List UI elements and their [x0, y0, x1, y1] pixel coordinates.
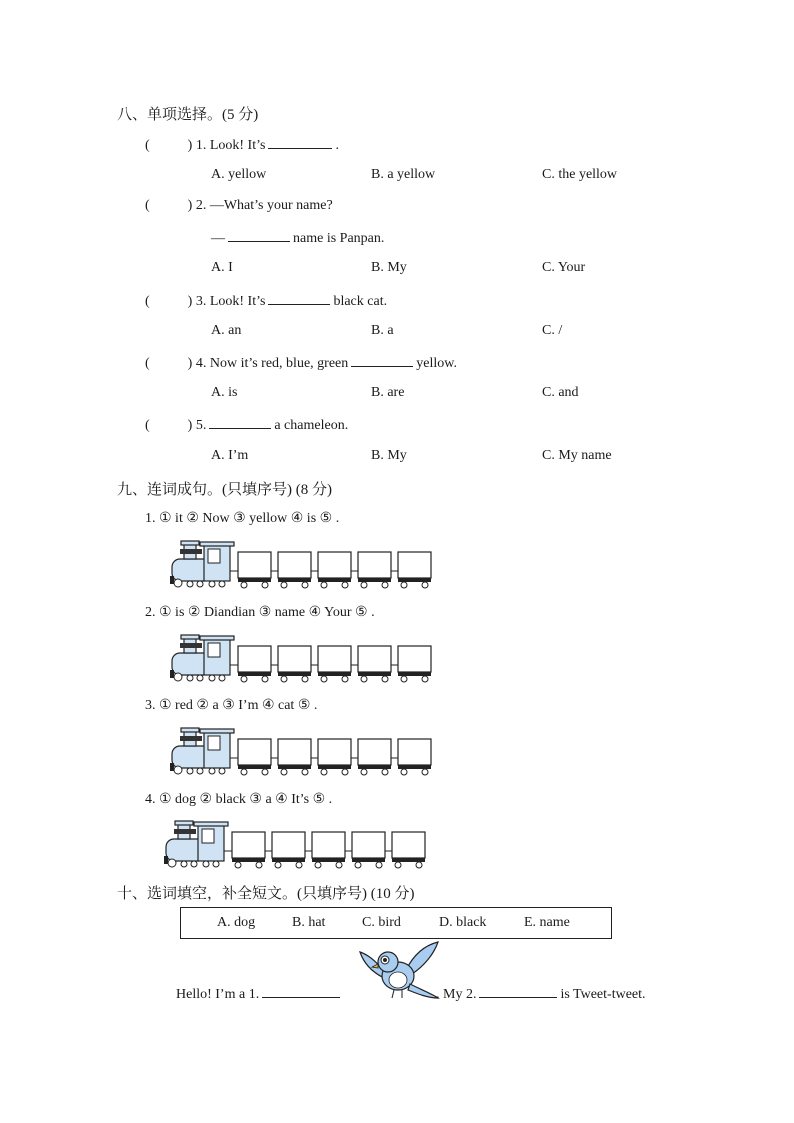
- option-1c[interactable]: C. the yellow: [542, 167, 618, 182]
- word-option-e: E. name: [524, 915, 570, 930]
- passage-part-1: Hello! I’m a 1.: [176, 985, 343, 1003]
- passage-part-2: . My 2. is Tweet-tweet.: [436, 987, 646, 1002]
- bird-icon: [358, 940, 442, 1007]
- question-5: ( ) 5. a chameleon.: [145, 418, 349, 433]
- option-4b[interactable]: B. are: [371, 385, 405, 400]
- train-cars: [230, 646, 431, 682]
- question-3: ( ) 3. Look! It’s black cat.: [145, 294, 388, 309]
- train-cars: [224, 832, 425, 868]
- train-answer-4: [162, 819, 428, 871]
- option-2b[interactable]: B. My: [371, 260, 407, 275]
- train-cars: [230, 552, 431, 588]
- option-4c[interactable]: C. and: [542, 385, 579, 400]
- reorder-item-3: 3. ① red ② a ③ I’m ④ cat ⑤ .: [145, 698, 318, 713]
- word-option-b: B. hat: [292, 915, 326, 930]
- train-locomotive-icon: [170, 541, 234, 587]
- option-4a[interactable]: A. is: [211, 385, 238, 400]
- question-2-line2: — name is Panpan.: [211, 231, 385, 246]
- train-answer-2: [168, 633, 434, 685]
- option-5b[interactable]: B. My: [371, 448, 407, 463]
- passage-blank-1[interactable]: [262, 985, 340, 998]
- section9-heading: 九、连词成句。(只填序号) (8 分): [117, 482, 332, 498]
- question-2: ( ) 2. —What’s your name?: [145, 198, 333, 213]
- option-5c[interactable]: C. My name: [542, 448, 612, 463]
- question-1: ( ) 1. Look! It’s .: [145, 138, 339, 153]
- option-1b[interactable]: B. a yellow: [371, 167, 436, 182]
- answer-blank[interactable]: [209, 416, 271, 429]
- option-3a[interactable]: A. an: [211, 323, 242, 338]
- option-1a[interactable]: A. yellow: [211, 167, 267, 182]
- word-option-a: A. dog: [217, 915, 256, 930]
- option-5a[interactable]: A. I’m: [211, 448, 249, 463]
- train-locomotive-icon: [164, 821, 228, 867]
- word-bank: [180, 907, 612, 939]
- train-cars: [230, 739, 431, 775]
- reorder-item-1: 1. ① it ② Now ③ yellow ④ is ⑤ .: [145, 511, 340, 526]
- answer-blank[interactable]: [351, 354, 413, 367]
- answer-blank[interactable]: [228, 229, 290, 242]
- reorder-item-2: 2. ① is ② Diandian ③ name ④ Your ⑤ .: [145, 605, 375, 620]
- reorder-item-4: 4. ① dog ② black ③ a ④ It’s ⑤ .: [145, 792, 333, 807]
- train-locomotive-icon: [170, 728, 234, 774]
- passage-blank-2[interactable]: [479, 985, 557, 998]
- question-4: ( ) 4. Now it’s red, blue, green yellow.: [145, 356, 457, 371]
- option-3c[interactable]: C. /: [542, 323, 563, 338]
- train-locomotive-icon: [170, 635, 234, 681]
- section8-heading: 八、单项选择。(5 分): [117, 107, 259, 123]
- word-option-c: C. bird: [362, 915, 401, 930]
- option-2a[interactable]: A. I: [211, 260, 233, 275]
- answer-blank[interactable]: [268, 136, 332, 149]
- train-answer-3: [168, 726, 434, 778]
- option-3b[interactable]: B. a: [371, 323, 394, 338]
- word-option-d: D. black: [439, 915, 487, 930]
- answer-blank[interactable]: [268, 292, 330, 305]
- train-answer-1: [168, 539, 434, 591]
- section10-heading: 十、选词填空，补全短文。(只填序号) (10 分): [117, 886, 415, 902]
- option-2c[interactable]: C. Your: [542, 260, 586, 275]
